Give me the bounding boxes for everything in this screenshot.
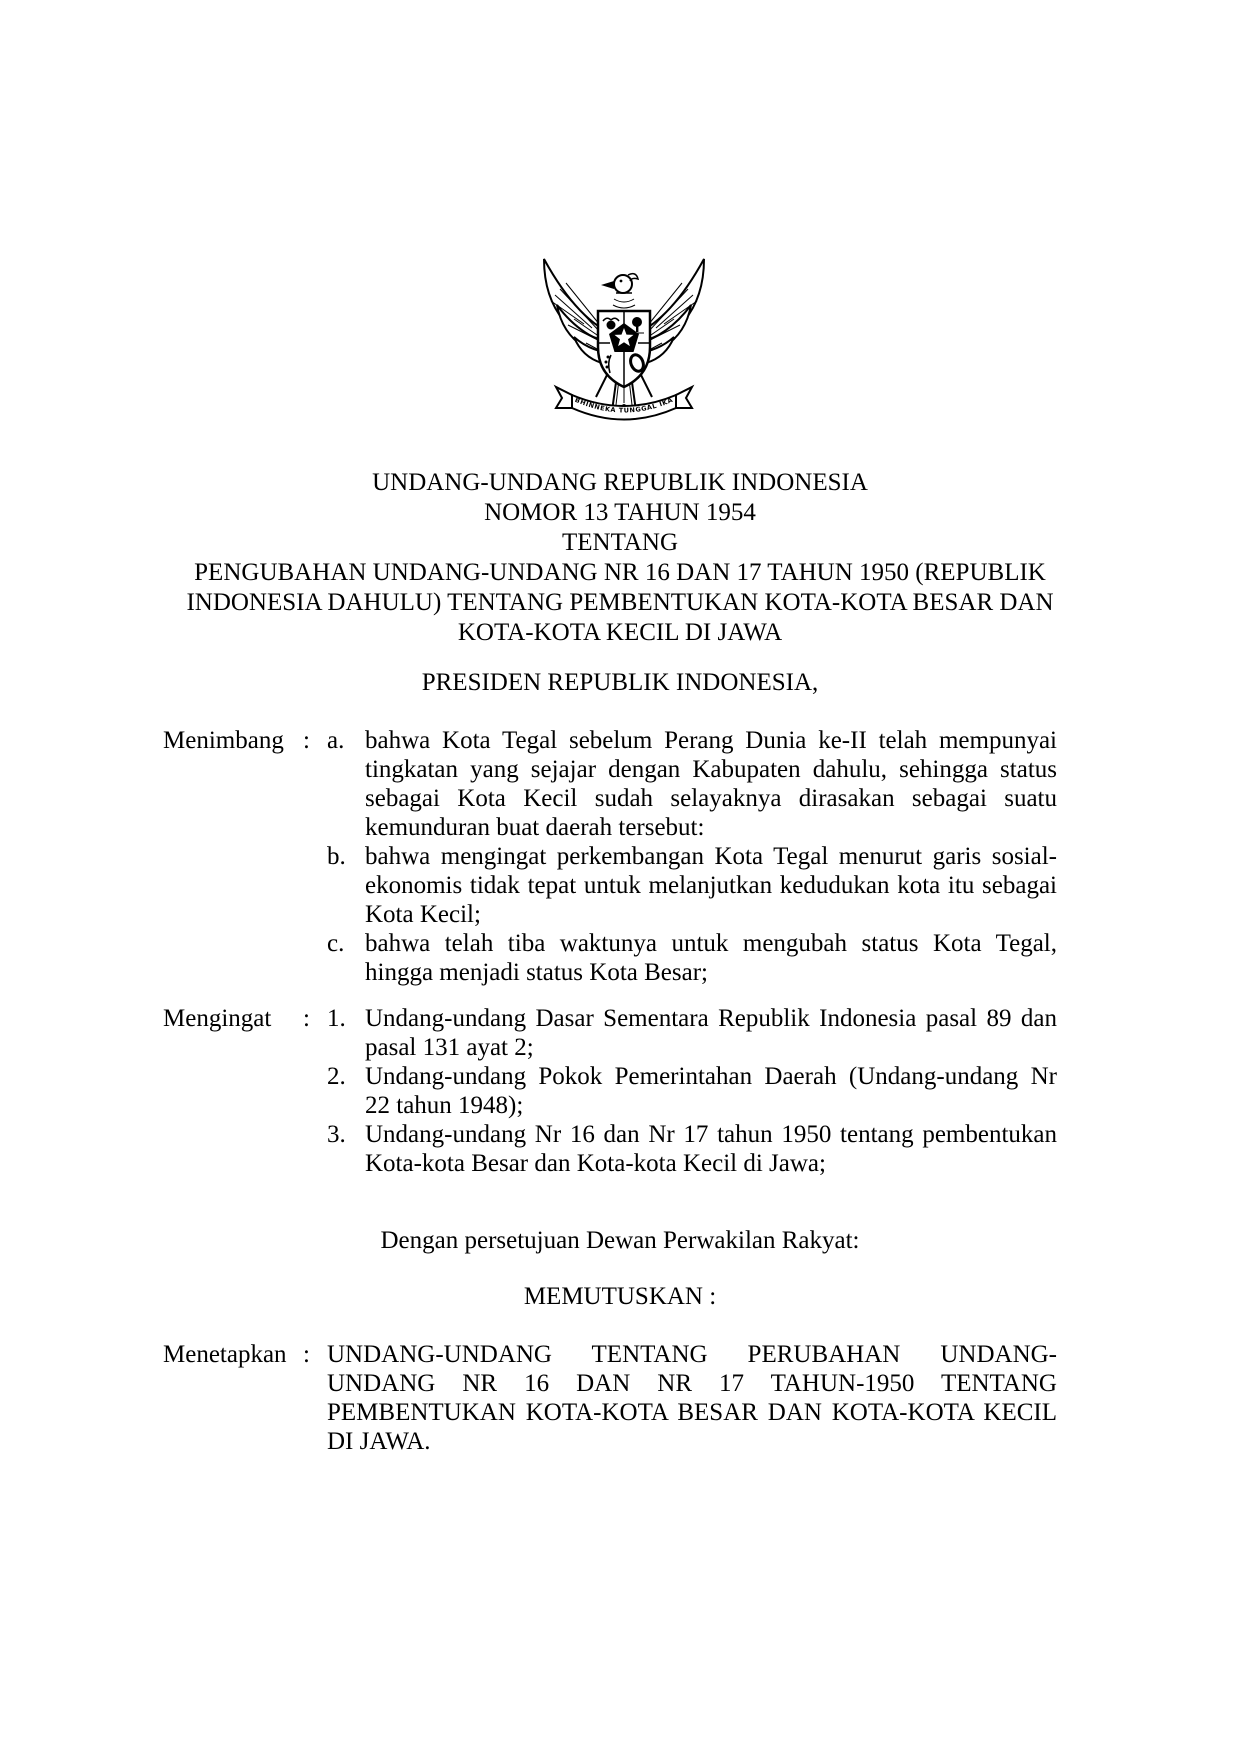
item-marker: 2. [327, 1063, 346, 1090]
item-marker: c. [327, 930, 345, 957]
item-text: bahwa Kota Tegal sebelum Perang Dunia ke-II telah mempunyai tingkatan yang sejajar dengan Kabupaten dahulu, sehingga status sebagai Kota Kecil sudah selayaknya dirasakan sebagai suatu kemunduran buat daerah tersebut: [365, 727, 1057, 841]
section-mengingat [163, 1004, 1057, 1178]
section-menimbang [163, 726, 1057, 987]
section-menetapkan [163, 1340, 1057, 1456]
title-subject: PENGUBAHAN UNDANG-UNDANG NR 16 DAN 17 TAHUN 1950 (REPUBLIK INDONESIA DAHULU) TENTANG PEMBENTUKAN KOTA-KOTA BESAR DAN KOTA-KOTA KECIL DI JAWA [186, 559, 1054, 646]
item-text: bahwa telah tiba waktunya untuk mengubah status Kota Tegal, hingga menjadi status Kota Besar; [365, 930, 1057, 986]
item-marker: a. [327, 727, 345, 754]
item-marker: b. [327, 843, 346, 870]
menetapkan-label: Menetapkan [163, 1341, 287, 1368]
mengingat-item-2 [327, 1062, 1057, 1120]
menimbang-item-a [327, 726, 1057, 842]
title-block [0, 468, 1240, 648]
garuda-pancasila-emblem [534, 246, 714, 438]
title-line-3: TENTANG [561, 529, 679, 556]
item-text: bahwa mengingat perkembangan Kota Tegal menurut garis sosial-ekonomis tidak tepat untuk melanjutkan kedudukan kota itu sebagai Kota Kecil; [365, 843, 1057, 928]
menetapkan-text: UNDANG-UNDANG TENTANG PERUBAHAN UNDANG-UNDANG NR 16 DAN NR 17 TAHUN-1950 TENTANG PEMBENTUKAN KOTA-KOTA BESAR DAN KOTA-KOTA KECIL DI JAWA. [327, 1341, 1057, 1455]
mengingat-item-3 [327, 1120, 1057, 1178]
menimbang-item-c [327, 929, 1057, 987]
decision-heading: MEMUTUSKAN : [523, 1283, 717, 1310]
menimbang-label: Menimbang [163, 727, 284, 754]
menetapkan-colon: : [303, 1341, 310, 1368]
mengingat-item-1 [327, 1004, 1057, 1062]
motto-text: BHINNEKA TUNGGAL IKA [573, 395, 675, 415]
menimbang-colon: : [303, 727, 310, 754]
mengingat-colon: : [303, 1005, 310, 1032]
item-text: Undang-undang Dasar Sementara Republik Indonesia pasal 89 dan pasal 131 ayat 2; [365, 1005, 1057, 1061]
item-text: Undang-undang Nr 16 dan Nr 17 tahun 1950 tentang pembentukan Kota-kota Besar dan Kota-kota Kecil di Jawa; [365, 1121, 1057, 1177]
item-marker: 3. [327, 1121, 346, 1148]
title-line-1: UNDANG-UNDANG REPUBLIK INDONESIA [372, 469, 868, 496]
presiden-heading: PRESIDEN REPUBLIK INDONESIA, [421, 669, 819, 696]
agreement-line: Dengan persetujuan Dewan Perwakilan Rakyat: [380, 1227, 860, 1254]
mengingat-label: Mengingat [163, 1005, 272, 1032]
item-text: Undang-undang Pokok Pemerintahan Daerah (Undang-undang Nr 22 tahun 1948); [365, 1063, 1057, 1119]
item-marker: 1. [327, 1005, 346, 1032]
menimbang-item-b [327, 842, 1057, 929]
title-line-2: NOMOR 13 TAHUN 1954 [484, 499, 756, 526]
